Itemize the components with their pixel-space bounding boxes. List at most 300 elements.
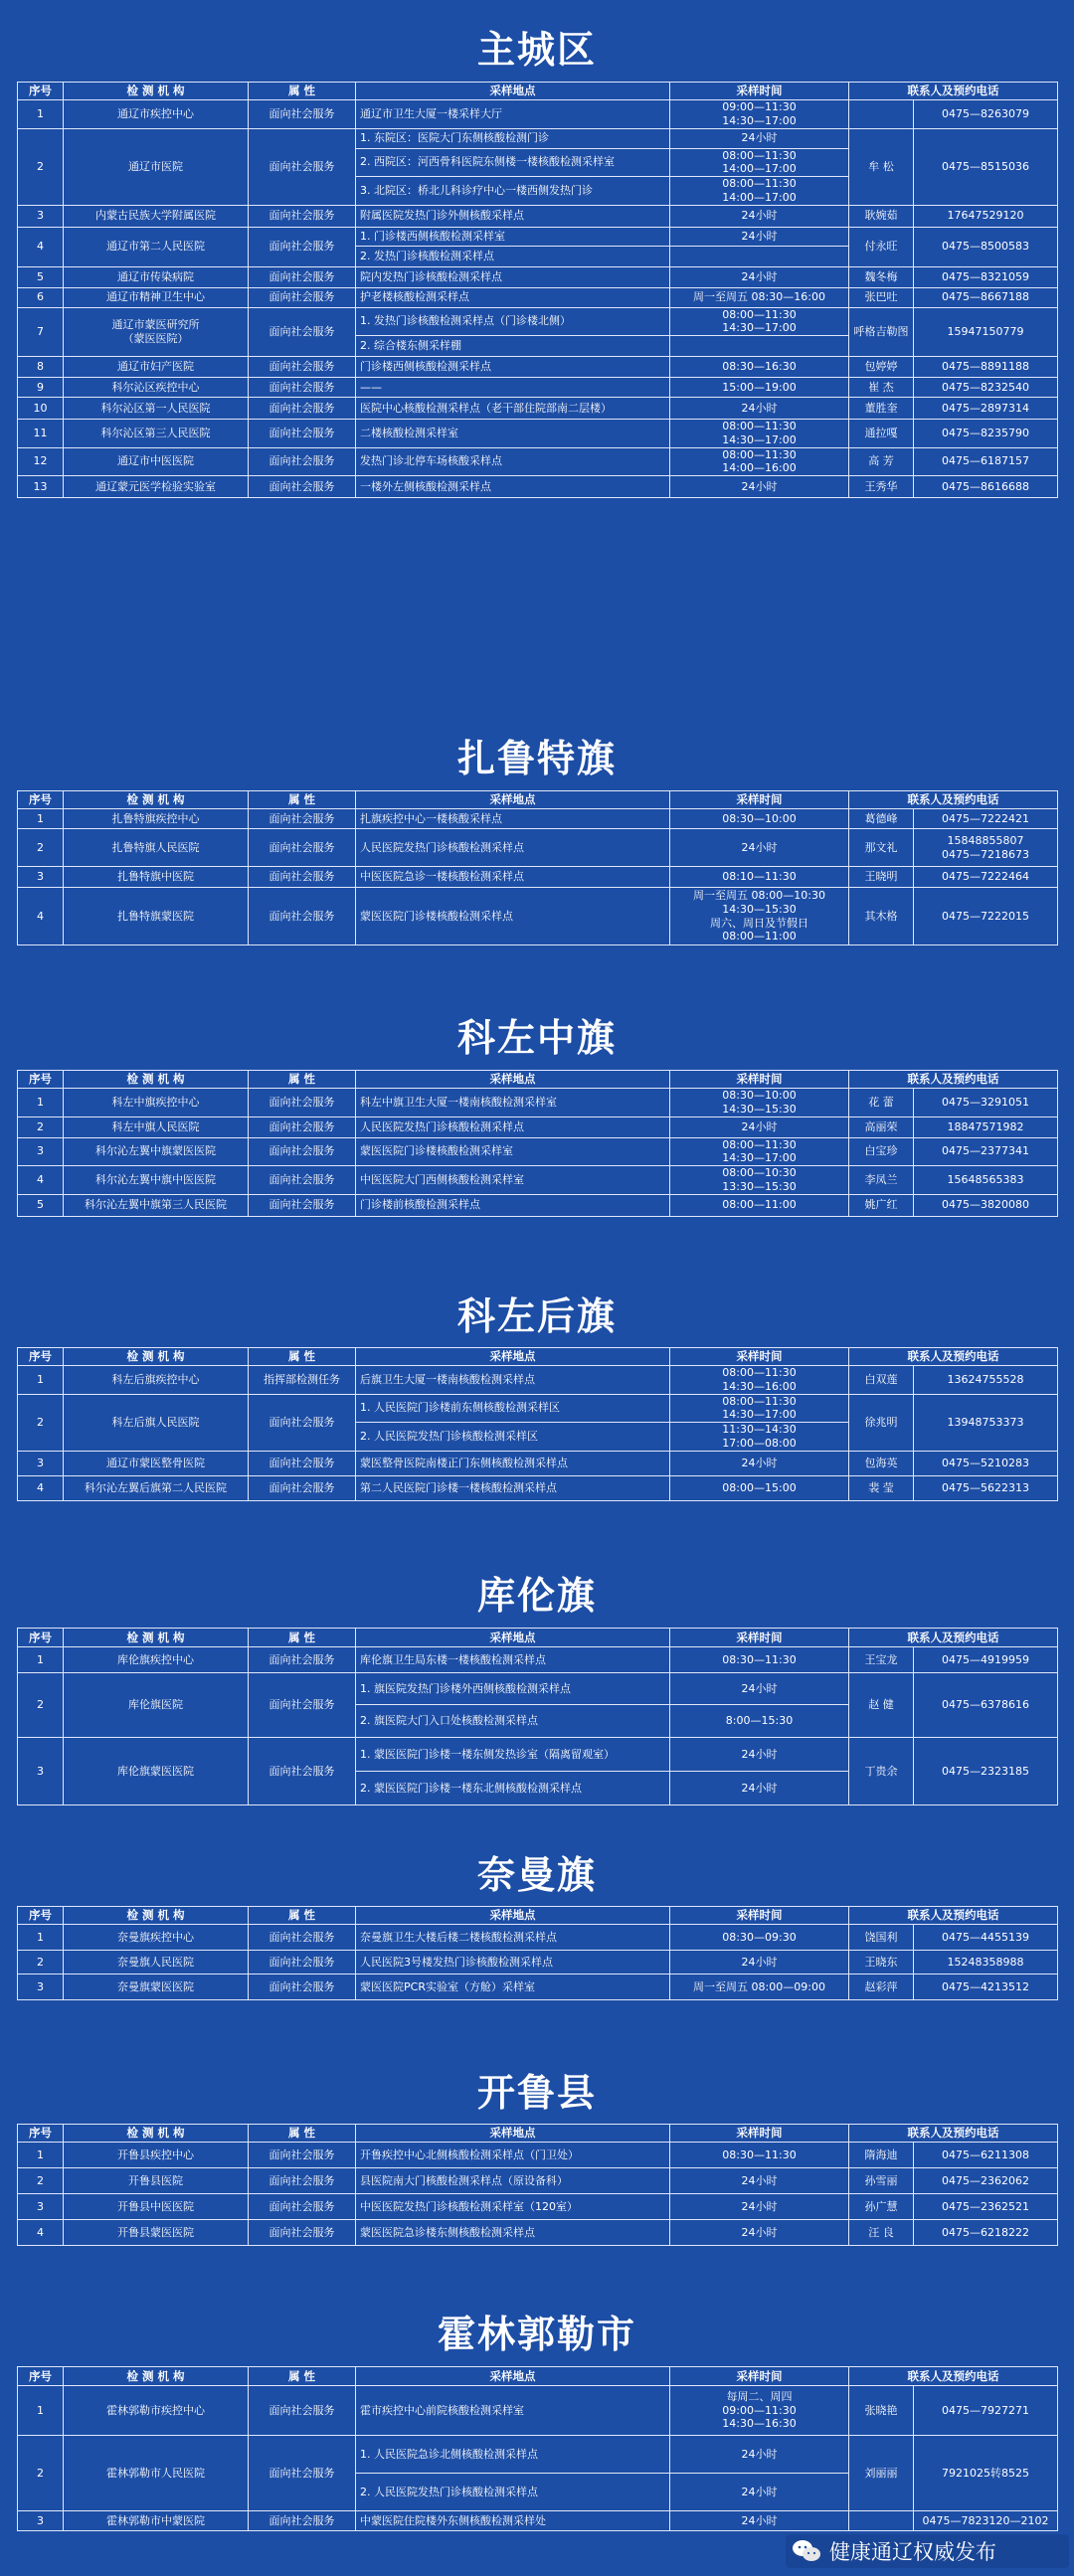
watermark-text: 健康通辽权威发布 [829,2540,996,2564]
header-loc: 采样地点 [356,2367,670,2386]
testing-institution: 奈曼旗人民医院 [64,1951,249,1975]
sampling-time [670,246,849,266]
header-no: 序号 [18,791,64,809]
contact-person: 通拉嘎 [849,420,914,448]
service-attribute: 面向社会服务 [249,809,356,829]
testing-sites-table [17,2366,1058,2531]
testing-institution: 科尔沁左翼后旗第二人民医院 [64,1475,249,1500]
service-attribute: 面向社会服务 [249,447,356,476]
service-attribute: 面向社会服务 [249,378,356,398]
sampling-location: 霍市疾控中心前院核酸检测采样室 [356,2386,670,2436]
row-number: 2 [18,2168,64,2194]
sampling-time: 08:00—11:30 14:30—17:00 [670,1394,849,1423]
booking-phone: 0475—8263079 [914,100,1058,129]
table-row [18,809,1058,829]
sampling-location: 医院中心核酸检测采样点（老干部住院部南二层楼） [356,398,670,420]
booking-phone: 13624755528 [914,1366,1058,1395]
contact-person: 张晓艳 [849,2386,914,2436]
table-row [18,205,1058,227]
row-number: 1 [18,1925,64,1951]
testing-sites-table [17,82,1058,498]
testing-institution: 科左中旗人民医院 [64,1116,249,1137]
sampling-location: 1. 人民医院门诊楼前东侧核酸检测采样区 [356,1394,670,1423]
testing-institution: 科尔沁左翼中旗第三人民医院 [64,1194,249,1216]
row-number: 3 [18,1451,64,1475]
sampling-location: 中医医院发热门诊核酸检测采样室（120室） [356,2194,670,2220]
testing-sites-table [17,790,1058,945]
table-row [18,829,1058,867]
header-loc: 采样地点 [356,791,670,809]
service-attribute: 面向社会服务 [249,205,356,227]
table-row [18,1451,1058,1475]
table-header-row [18,83,1058,100]
header-time: 采样时间 [670,1629,849,1647]
table-row [18,1394,1058,1423]
contact-person: 徐兆明 [849,1394,914,1451]
testing-institution: 通辽市疾控中心 [64,100,249,129]
sampling-time: 08:00—11:00 [670,1194,849,1216]
header-contact: 联系人及预约电话 [849,791,1058,809]
sampling-location: 开鲁疾控中心北侧核酸检测采样点（门卫处） [356,2143,670,2168]
booking-phone: 0475—4213512 [914,1975,1058,2000]
testing-institution: 通辽市中医医院 [64,447,249,476]
row-number: 4 [18,888,64,945]
sampling-location: 2. 人民医院发热门诊核酸检测采样区 [356,1423,670,1452]
wechat-icon [792,2538,821,2564]
header-no: 序号 [18,2367,64,2386]
row-number: 1 [18,2143,64,2168]
booking-phone: 0475—7927271 [914,2386,1058,2436]
service-attribute: 面向社会服务 [249,1951,356,1975]
table-header-row [18,2367,1058,2386]
contact-person: 孙广慧 [849,2194,914,2220]
sampling-location: 3. 北院区：桥北儿科诊疗中心一楼西侧发热门诊 [356,177,670,206]
table-row [18,2194,1058,2220]
sampling-location: 科左中旗卫生大厦一楼南核酸检测采样室 [356,1089,670,1117]
service-attribute: 面向社会服务 [249,476,356,498]
sampling-location: 2. 蒙医医院门诊楼一楼东北侧核酸检测采样点 [356,1772,670,1805]
sampling-time: 24小时 [670,1116,849,1137]
sampling-time: 08:00—11:30 14:30—17:00 [670,307,849,336]
contact-person: 张巴吐 [849,287,914,307]
header-no: 序号 [18,83,64,100]
header-loc: 采样地点 [356,2125,670,2143]
table-header-row [18,791,1058,809]
contact-person: 高 芳 [849,447,914,476]
sampling-time: 08:30—11:30 [670,1647,849,1673]
row-number: 2 [18,2436,64,2511]
sampling-time: 08:00—11:30 14:00—16:00 [670,447,849,476]
sampling-location: 蒙医医院门诊楼核酸检测采样点 [356,888,670,945]
row-number: 2 [18,1116,64,1137]
header-time: 采样时间 [670,2367,849,2386]
service-attribute: 面向社会服务 [249,1166,356,1195]
booking-phone: 0475—2362062 [914,2168,1058,2194]
sampling-location: 门诊楼西侧核酸检测采样点 [356,357,670,378]
service-attribute: 面向社会服务 [249,2168,356,2194]
sampling-time: 24小时 [670,1738,849,1772]
contact-person: 汪 良 [849,2220,914,2246]
sampling-time: 08:00—11:30 14:30—17:00 [670,1137,849,1166]
sampling-time: 24小时 [670,2194,849,2220]
testing-institution: 霍林郭勒市疾控中心 [64,2386,249,2436]
service-attribute: 面向社会服务 [249,100,356,129]
header-time: 采样时间 [670,1071,849,1089]
service-attribute: 面向社会服务 [249,1647,356,1673]
sampling-location: 蒙医医院急诊楼东侧核酸检测采样点 [356,2220,670,2246]
sampling-location: 门诊楼前核酸检测采样点 [356,1194,670,1216]
contact-person: 牟 松 [849,128,914,205]
row-number: 2 [18,1673,64,1738]
contact-person: 董胜奎 [849,398,914,420]
table-row [18,357,1058,378]
testing-institution: 开鲁县医院 [64,2168,249,2194]
sampling-time: 24小时 [670,2220,849,2246]
booking-phone: 0475—8891188 [914,357,1058,378]
testing-institution: 通辽市蒙医研究所 （蒙医医院） [64,307,249,357]
contact-person: 包海英 [849,1451,914,1475]
row-number: 3 [18,1975,64,2000]
booking-phone: 0475—6378616 [914,1673,1058,1738]
sampling-time: 周一至周五 08:00—10:30 14:30—15:30 周六、周日及节假日 08:00—11:00 [670,888,849,945]
service-attribute: 面向社会服务 [249,1738,356,1805]
booking-phone: 7921025转8525 [914,2436,1058,2511]
testing-institution: 科左中旗疾控中心 [64,1089,249,1117]
contact-person: 王晓东 [849,1951,914,1975]
contact-person: 饶国利 [849,1925,914,1951]
row-number: 1 [18,1089,64,1117]
testing-sites-table [17,1906,1058,2000]
booking-phone: 17647529120 [914,205,1058,227]
row-number: 7 [18,307,64,357]
contact-person: 白宝珍 [849,1137,914,1166]
row-number: 4 [18,1475,64,1500]
service-attribute: 面向社会服务 [249,2436,356,2511]
contact-person: 孙雪丽 [849,2168,914,2194]
contact-person: 赵 健 [849,1673,914,1738]
table-row [18,1194,1058,1216]
table-row [18,1166,1058,1195]
table-row [18,307,1058,336]
testing-institution: 奈曼旗蒙医医院 [64,1975,249,2000]
contact-person: 赵彩萍 [849,1975,914,2000]
testing-institution: 通辽蒙元医学检验实验室 [64,476,249,498]
header-attr: 属 性 [249,83,356,100]
row-number: 3 [18,1137,64,1166]
sampling-time: 08:00—11:30 14:00—17:00 [670,177,849,206]
header-no: 序号 [18,1348,64,1366]
testing-sites-table [17,1070,1058,1217]
header-time: 采样时间 [670,2125,849,2143]
sampling-time: 24小时 [670,128,849,148]
booking-phone: 0475—8500583 [914,227,1058,266]
row-number: 1 [18,1647,64,1673]
row-number: 13 [18,476,64,498]
sampling-location: 2. 综合楼东侧采样棚 [356,336,670,357]
contact-person: 隋海迪 [849,2143,914,2168]
table-row [18,266,1058,287]
header-contact: 联系人及预约电话 [849,2367,1058,2386]
contact-person: 高丽荣 [849,1116,914,1137]
testing-institution: 霍林郭勒市中蒙医院 [64,2511,249,2531]
booking-phone: 0475—5622313 [914,1475,1058,1500]
service-attribute: 面向社会服务 [249,1673,356,1738]
booking-phone: 0475—6211308 [914,2143,1058,2168]
service-attribute: 指挥部检测任务 [249,1366,356,1395]
testing-institution: 开鲁县疾控中心 [64,2143,249,2168]
testing-institution: 通辽市医院 [64,128,249,205]
row-number: 1 [18,809,64,829]
sampling-location: 一楼外左侧核酸检测采样点 [356,476,670,498]
booking-phone: 0475—8616688 [914,476,1058,498]
sampling-location: 2. 人民医院发热门诊核酸检测采样点 [356,2474,670,2511]
sampling-time: 24小时 [670,398,849,420]
sampling-time: 08:30—16:30 [670,357,849,378]
sampling-time: 24小时 [670,1772,849,1805]
booking-phone: 0475—7823120—2102 [914,2511,1058,2531]
booking-phone: 0475—2377341 [914,1137,1058,1166]
testing-institution: 科尔沁区第一人民医院 [64,398,249,420]
sampling-time: 08:30—10:00 14:30—15:30 [670,1089,849,1117]
header-attr: 属 性 [249,2367,356,2386]
table-row [18,2143,1058,2168]
service-attribute: 面向社会服务 [249,128,356,205]
sampling-location: 第二人民医院门诊楼一楼核酸检测采样点 [356,1475,670,1500]
table-row [18,378,1058,398]
contact-person: 其木格 [849,888,914,945]
service-attribute: 面向社会服务 [249,2511,356,2531]
sampling-time: 24小时 [670,2474,849,2511]
booking-phone: 0475—4455139 [914,1925,1058,1951]
header-loc: 采样地点 [356,1907,670,1925]
row-number: 3 [18,2194,64,2220]
section-title: 霍林郭勒市 [437,2313,636,2356]
testing-institution: 科左后旗人民医院 [64,1394,249,1451]
header-no: 序号 [18,1907,64,1925]
booking-phone: 0475—6218222 [914,2220,1058,2246]
booking-phone: 0475—8232540 [914,378,1058,398]
sampling-time: 11:30—14:30 17:00—08:00 [670,1423,849,1452]
testing-institution: 扎鲁特旗蒙医院 [64,888,249,945]
sampling-location: 中医医院大门西侧核酸检测采样室 [356,1166,670,1195]
table-row [18,398,1058,420]
sampling-time: 24小时 [670,829,849,867]
header-org: 检 测 机 构 [64,791,249,809]
contact-person [849,100,914,129]
service-attribute: 面向社会服务 [249,1451,356,1475]
contact-person: 裴 莹 [849,1475,914,1500]
service-attribute: 面向社会服务 [249,1137,356,1166]
row-number: 2 [18,1394,64,1451]
row-number: 2 [18,1951,64,1975]
row-number: 1 [18,2386,64,2436]
booking-phone: 0475—8515036 [914,128,1058,205]
table-header-row [18,1071,1058,1089]
booking-phone: 15648565383 [914,1166,1058,1195]
testing-institution: 扎鲁特旗中医院 [64,867,249,888]
header-org: 检 测 机 构 [64,1071,249,1089]
table-row [18,287,1058,307]
service-attribute: 面向社会服务 [249,2386,356,2436]
booking-phone: 15248358988 [914,1951,1058,1975]
sampling-location: 中蒙医院住院楼外东侧核酸检测采样处 [356,2511,670,2531]
row-number: 4 [18,1166,64,1195]
sampling-time: 24小时 [670,2511,849,2531]
testing-institution: 开鲁县蒙医医院 [64,2220,249,2246]
sampling-location: 库伦旗卫生局东楼一楼核酸检测采样点 [356,1647,670,1673]
table-row [18,476,1058,498]
table-row [18,420,1058,448]
booking-phone: 0475—8321059 [914,266,1058,287]
header-contact: 联系人及预约电话 [849,2125,1058,2143]
table-row [18,1137,1058,1166]
sampling-time: 08:00—10:30 13:30—15:30 [670,1166,849,1195]
contact-person: 王宝龙 [849,1647,914,1673]
table-row [18,128,1058,148]
contact-person: 那文礼 [849,829,914,867]
header-no: 序号 [18,1629,64,1647]
sampling-location: 1. 蒙医医院门诊楼一楼东侧发热诊室（隔离留观室） [356,1738,670,1772]
sampling-location: 蒙医医院PCR实验室（方舱）采样室 [356,1975,670,2000]
sampling-location: 二楼核酸检测采样室 [356,420,670,448]
testing-institution: 科尔沁左翼中旗中医医院 [64,1166,249,1195]
header-org: 检 测 机 构 [64,83,249,100]
booking-phone: 0475—4919959 [914,1647,1058,1673]
service-attribute: 面向社会服务 [249,1116,356,1137]
booking-phone: 0475—2897314 [914,398,1058,420]
testing-sites-table [17,1628,1058,1805]
row-number: 4 [18,2220,64,2246]
header-contact: 联系人及预约电话 [849,1071,1058,1089]
sampling-location: 蒙医整骨医院南楼正门东侧核酸检测采样点 [356,1451,670,1475]
testing-institution: 奈曼旗疾控中心 [64,1925,249,1951]
header-attr: 属 性 [249,791,356,809]
booking-phone: 0475—2323185 [914,1738,1058,1805]
table-row [18,227,1058,246]
service-attribute: 面向社会服务 [249,1975,356,2000]
section-title: 科左中旗 [456,1016,617,1060]
sampling-time: 24小时 [670,266,849,287]
contact-person: 呼格吉勒图 [849,307,914,357]
table-row [18,447,1058,476]
row-number: 9 [18,378,64,398]
testing-institution: 库伦旗蒙医医院 [64,1738,249,1805]
sampling-time: 24小时 [670,476,849,498]
service-attribute: 面向社会服务 [249,867,356,888]
contact-person [849,2511,914,2531]
header-loc: 采样地点 [356,1629,670,1647]
testing-institution: 通辽市传染病院 [64,266,249,287]
testing-institution: 霍林郭勒市人民医院 [64,2436,249,2511]
contact-person: 耿婉茹 [849,205,914,227]
service-attribute: 面向社会服务 [249,420,356,448]
section-title: 奈曼旗 [476,1853,597,1897]
section-title: 主城区 [476,28,597,72]
testing-institution: 内蒙古民族大学附属医院 [64,205,249,227]
sampling-location: 1. 门诊楼西侧核酸检测采样室 [356,227,670,246]
service-attribute: 面向社会服务 [249,357,356,378]
section-title: 科左后旗 [456,1294,617,1338]
contact-person: 葛德峰 [849,809,914,829]
booking-phone: 0475—3291051 [914,1089,1058,1117]
sampling-location: 1. 旗医院发热门诊楼外西侧核酸检测采样点 [356,1673,670,1705]
booking-phone: 15947150779 [914,307,1058,357]
contact-person: 丁贵余 [849,1738,914,1805]
sampling-location: 蒙医医院门诊楼核酸检测采样室 [356,1137,670,1166]
testing-institution: 通辽市妇产医院 [64,357,249,378]
testing-institution: 通辽市精神卫生中心 [64,287,249,307]
header-time: 采样时间 [670,791,849,809]
header-contact: 联系人及预约电话 [849,1629,1058,1647]
sampling-location: 中医医院急诊一楼核酸检测采样点 [356,867,670,888]
booking-phone: 18847571982 [914,1116,1058,1137]
sampling-time: 24小时 [670,227,849,246]
contact-person: 魏冬梅 [849,266,914,287]
table-row [18,2436,1058,2474]
table-row [18,2386,1058,2436]
sampling-location: 1. 东院区：医院大门东侧核酸检测门诊 [356,128,670,148]
testing-sites-table [17,2124,1058,2246]
row-number: 1 [18,1366,64,1395]
header-time: 采样时间 [670,83,849,100]
header-attr: 属 性 [249,1348,356,1366]
sampling-location: 2. 旗医院大门入口处核酸检测采样点 [356,1705,670,1738]
table-row [18,1116,1058,1137]
row-number: 12 [18,447,64,476]
sampling-location: 后旗卫生大厦一楼南核酸检测采样点 [356,1366,670,1395]
booking-phone: 0475—2362521 [914,2194,1058,2220]
testing-institution: 库伦旗疾控中心 [64,1647,249,1673]
booking-phone: 0475—8667188 [914,287,1058,307]
service-attribute: 面向社会服务 [249,2143,356,2168]
service-attribute: 面向社会服务 [249,888,356,945]
table-row [18,2220,1058,2246]
header-loc: 采样地点 [356,1071,670,1089]
sampling-location: 发热门诊北停车场核酸采样点 [356,447,670,476]
watermark [786,2534,1069,2568]
row-number: 6 [18,287,64,307]
table-row [18,2511,1058,2531]
sampling-time: 周一至周五 08:00—09:00 [670,1975,849,2000]
sampling-time: 08:00—15:00 [670,1475,849,1500]
sampling-location: 人民医院发热门诊核酸检测采样点 [356,829,670,867]
service-attribute: 面向社会服务 [249,1925,356,1951]
testing-institution: 扎鲁特旗疾控中心 [64,809,249,829]
sampling-time: 24小时 [670,1951,849,1975]
sampling-location: 护老楼核酸检测采样点 [356,287,670,307]
table-row [18,1738,1058,1772]
section-title: 库伦旗 [476,1574,597,1618]
sampling-location: 1. 发热门诊核酸检测采样点（门诊楼北侧） [356,307,670,336]
booking-phone: 0475—7222421 [914,809,1058,829]
sampling-time: 08:00—11:30 14:30—17:00 [670,420,849,448]
row-number: 2 [18,128,64,205]
header-attr: 属 性 [249,1071,356,1089]
sampling-location: 奈曼旗卫生大楼后楼二楼核酸检测采样点 [356,1925,670,1951]
header-contact: 联系人及预约电话 [849,1348,1058,1366]
row-number: 3 [18,867,64,888]
sampling-location: 人民医院发热门诊核酸检测采样点 [356,1116,670,1137]
sampling-time: 08:30—10:00 [670,809,849,829]
testing-sites-table [17,1347,1058,1501]
contact-person: 白双莲 [849,1366,914,1395]
contact-person: 花 蕾 [849,1089,914,1117]
contact-person: 崔 杰 [849,378,914,398]
section-title: 扎鲁特旗 [456,737,617,780]
sampling-location: 2. 发热门诊核酸检测采样点 [356,246,670,266]
header-attr: 属 性 [249,2125,356,2143]
table-row [18,1647,1058,1673]
